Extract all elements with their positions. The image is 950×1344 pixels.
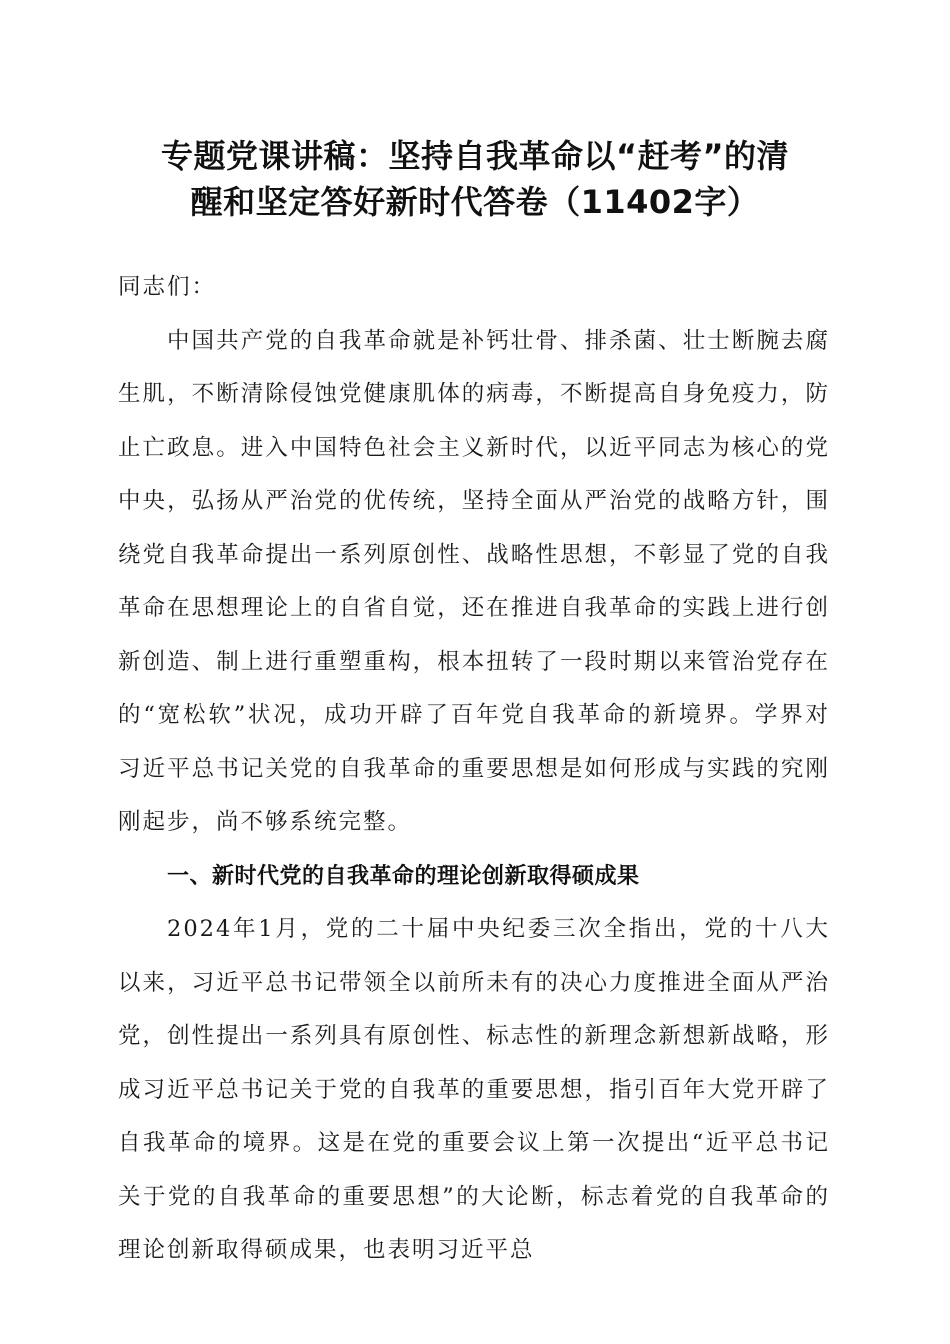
paragraph-1: 中国共产党的自我革命就是补钙壮骨、排杀菌、壮士断腕去腐生肌，不断清除侵蚀党健康肌体的病毒，不断提高自身免疫力，防止亡政息。进入中国特色社会主义新时代，以近平同志为核心的党中央，弘扬从严治党的优传统，坚持全面从严治党的战略方针，围绕党自我革命提出一系列原创性、战略性思想，不彰显了党的自我革命在思想理论上的自省自觉，还在推进自我革命的实践上进行创新创造、制上进行重塑重构，根本扭转了一段时期以来管治党存在的“宽松软”状况，成功开辟了百年党自我革命的新境界。学界对习近平总书记关党的自我革命的重要思想是如何形成与实践的究刚刚起步，尚不够系统完整。: [118, 327, 830, 835]
salutation: 同志们：: [118, 274, 217, 300]
title-line-2: 醒和坚定答好新时代答卷（11402字）: [190, 183, 760, 221]
title-line-1: 专题党课讲稿：坚持自我革命以“赶考”的清: [160, 137, 790, 175]
document-title: [100, 133, 850, 225]
document-body: [118, 261, 830, 1278]
section-heading-1: 一、新时代党的自我革命的理论创新取得硕成果: [167, 863, 640, 889]
paragraph-2: 2024年1月，党的二十届中央纪委三次全指出，党的十八大以来，习近平总书记带领全以前所未有的决心力度推进全面从严治党，创性提出一系列具有原创性、标志性的新理念新想新战略，形成习近平总书记关于党的自我革的重要思想，指引百年大党开辟了自我革命的境界。这是在党的重要会议上第一次提出“近平总书记关于党的自我革命的重要思想”的大论断，标志着党的自我革命的理论创新取得硕成果，也表明习近平总: [118, 916, 830, 1263]
